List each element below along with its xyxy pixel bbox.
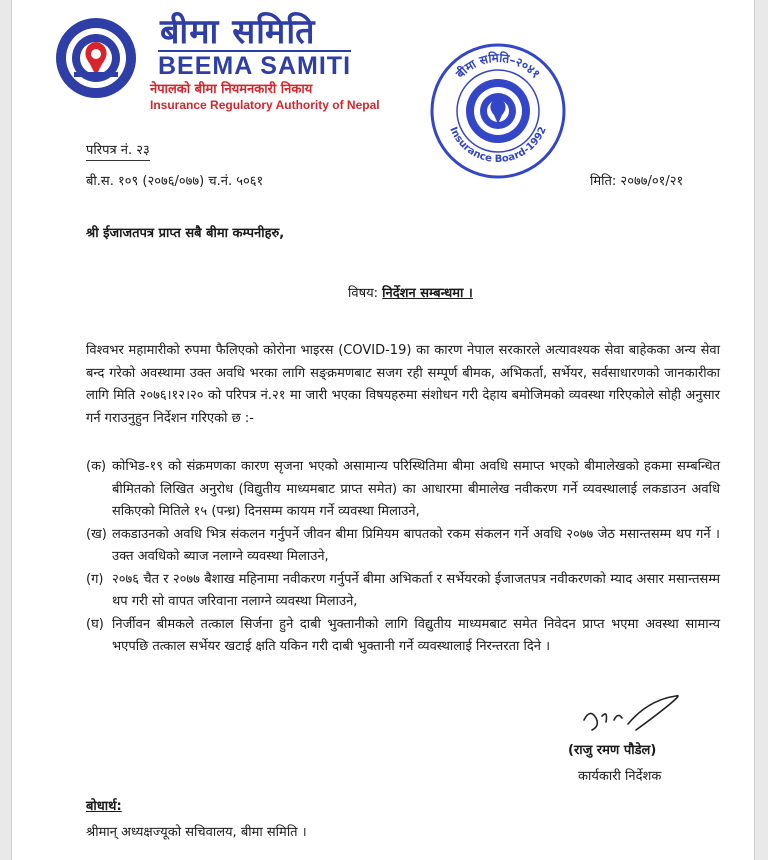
cc-heading: बोधार्थ:	[86, 799, 122, 814]
subject-value: निर्देशन सम्बन्धमा ।	[382, 286, 473, 301]
directive-label: (ग)	[86, 571, 104, 587]
letter-date: मिति: २०७७/०१/२१	[590, 174, 684, 189]
brand-name-nepali: बीमा समिति	[160, 12, 316, 52]
signatory-name: (राजु रमण पौडेल)	[568, 743, 657, 758]
brand-tagline-nepali: नेपालको बीमा नियमनकारी निकाय	[150, 82, 313, 97]
directive-item	[86, 524, 720, 569]
svg-text:बीमा समिति–२०४१	[453, 51, 543, 82]
reference-number: बी.स. १०९ (२०७६/०७७) च.नं. ५०६१	[86, 174, 264, 189]
directive-text: २०७६ चैत र २०७७ बैशाख महिनामा नवीकरण गर्नुपर्ने बीमा अभिकर्ता र सर्भेयरको ईजाजतपत्र नवीकरणको म्याद असार मसान्तसम्म थप गरी सो वापत जरिवाना नलाग्ने व्यवस्था मिलाउने,	[112, 571, 720, 609]
handwritten-signature-icon	[578, 690, 688, 738]
directive-label: (क)	[86, 459, 107, 474]
letter-page	[12, 0, 754, 860]
official-seal-icon	[427, 40, 569, 182]
seal-bottom-text: Insurance Board-1992	[447, 125, 549, 166]
body-paragraph: विश्वभर महामारीको रुपमा फैलिएको कोरोना भाइरस (COVID-19) का कारण नेपाल सरकारले अत्यावश्यक सेवा बाहेकका अन्य सेवा बन्द गरेको अवस्थामा उक्त अवधि भरका लागि सङ्क्रमणबाट सजग रही सम्पूर्ण बीमक, अभिकर्ता, सर्भेयर, सर्वसाधारणको जानकारीका लागि मिति २०७६।१२।२० को परिपत्र नं.२१ मा जारी भएका विषयहरुमा संशोधन गरी देहाय बमोजिमको व्यवस्था गरिएकोले सोही अनुसार गर्न गराउनुहुन निर्देशन गरिएको छ :-	[86, 343, 720, 426]
directive-label: (घ)	[86, 616, 104, 632]
signatory-title: कार्यकारी निर्देशक	[578, 769, 662, 784]
cc-recipient: श्रीमान् अध्यक्षज्यूको सचिवालय, बीमा समिति ।	[86, 825, 307, 840]
brand-name-english: BEEMA SAMITI	[158, 52, 352, 80]
beema-samiti-logo-icon	[54, 16, 138, 100]
directive-text: निर्जीवन बीमकले तत्काल सिर्जना हुने दाबी भुक्तानीको लागि विद्युतीय माध्यमबाट समेत निवेदन प्राप्त भएमा अवस्था सामान्य भएपछि तत्काल सर्भेयर खटाई क्षति यकिन गरी दाबी भुक्तानी गर्ने व्यवस्थालाई निरन्तरता दिने ।	[112, 616, 720, 654]
directive-label: (ख)	[86, 526, 107, 542]
seal-top-text: बीमा समिति–२०४१	[453, 50, 543, 81]
subject-label: विषय:	[348, 286, 379, 301]
subject-line	[348, 284, 473, 303]
directive-text: लकडाउनको अवधि भित्र संकलन गर्नुपर्ने जीवन बीमा प्रिमियम बापतको रकम संकलन गर्ने अवधि २०७७ जेठ मसान्तसम्म थप गर्ने । उक्त अवधिको ब्याज नलाग्ने व्यवस्था मिलाउने,	[112, 526, 720, 564]
directive-text: कोभिड-१९ को संक्रमणका कारण सृजना भएको असामान्य परिस्थितिमा बीमा अवधि समाप्त भएको बीमालेखको हकमा सम्बन्धित बीमितको लिखित अनुरोध (विद्युतीय माध्यमबाट प्राप्त समेत) का आधारमा बीमालेख नवीकरण गर्ने व्यवस्थालाई लकडाउन अवधि सकिएको मितिले १५ (पन्ध्र) दिनसम्म कायम गर्ने व्यवस्था मिलाउने,	[112, 459, 720, 519]
directive-item	[86, 456, 720, 524]
circular-number: परिपत्र नं. २३	[86, 141, 150, 161]
directive-item	[86, 569, 720, 614]
directive-list	[86, 456, 720, 659]
addressee: श्री ईजाजतपत्र प्राप्त सबै बीमा कम्पनीहरु,	[86, 226, 285, 241]
directive-item	[86, 614, 720, 659]
brand-tagline-english: Insurance Regulatory Authority of Nepal	[150, 98, 380, 112]
